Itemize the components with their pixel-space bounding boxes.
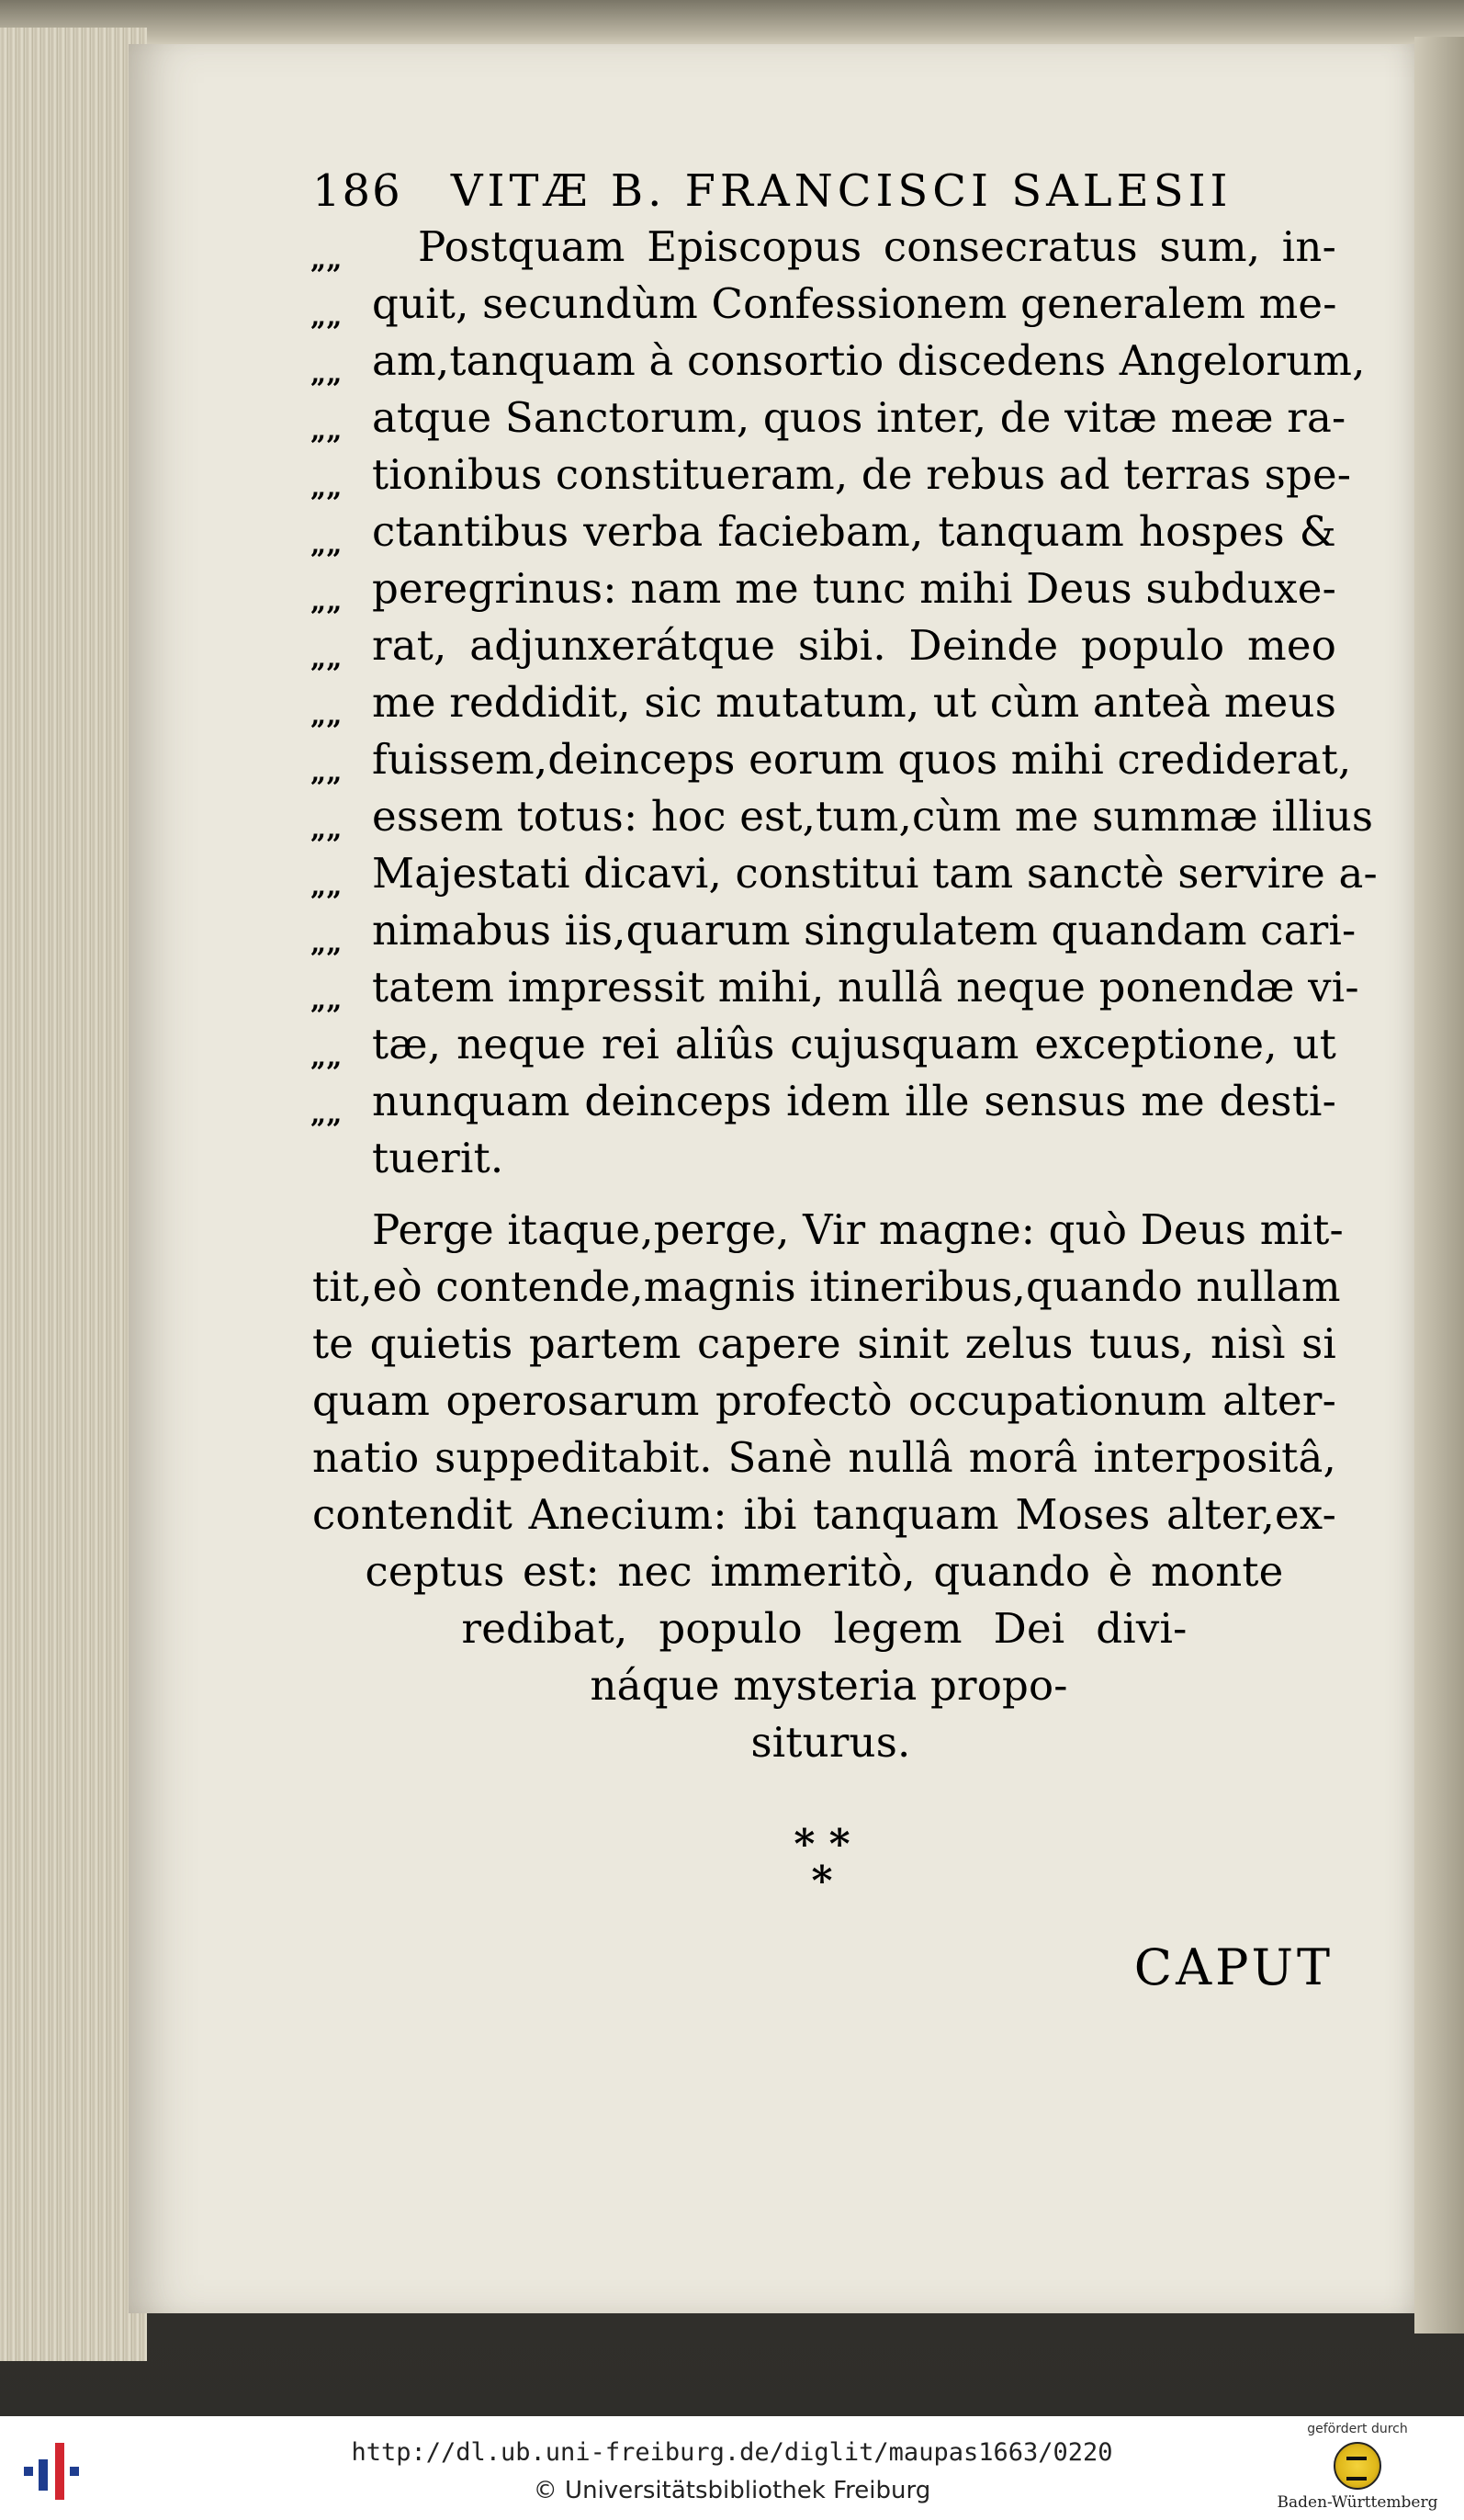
running-title: VITÆ B. FRANCISCI SALESII	[450, 165, 1233, 217]
ornament-bottom: *	[811, 1858, 833, 1904]
paragraph-1	[372, 219, 1378, 1187]
quote-mark: „„	[310, 471, 343, 503]
text-line: tit,eò contende,magnis itineribus,quando nullam	[312, 1262, 1341, 1311]
quote-mark: „„	[310, 414, 343, 446]
quote-mark: „„	[310, 528, 343, 560]
quote-mark: „„	[310, 243, 343, 276]
permalink-url[interactable]: http://dl.ub.uni-freiburg.de/diglit/maupas1663/0220	[351, 2438, 1113, 2467]
quote-mark: „„	[310, 300, 343, 333]
quote-mark: „„	[310, 870, 343, 902]
text-line: tuerit.	[372, 1134, 504, 1182]
quote-mark: „„	[310, 813, 343, 845]
quote-mark: „„	[310, 699, 343, 731]
quote-mark: „„	[310, 984, 343, 1016]
text-line: fuissem,deinceps eorum quos mihi crediderat,	[372, 735, 1352, 784]
text-line: essem totus: hoc est,tum,cùm me summæ illius	[372, 792, 1374, 841]
state-crest-icon	[1334, 2442, 1381, 2490]
text-line: quam operosarum profectò occupationum alter-	[312, 1376, 1336, 1425]
running-head	[312, 165, 1341, 220]
text-line: atque Sanctorum, quos inter, de vitæ meæ ra-	[372, 393, 1346, 442]
page-stack-left	[0, 28, 147, 2361]
text-line: náque mysteria propo-	[590, 1661, 1068, 1710]
text-line: tæ, neque rei aliûs cujusquam exceptione, ut	[372, 1020, 1336, 1068]
catchword: CAPUT	[1133, 1938, 1334, 1996]
viewer-footer	[0, 2416, 1464, 2520]
text-line: am,tanquam à consortio discedens Angelorum,	[372, 336, 1366, 385]
quote-mark: „„	[310, 642, 343, 674]
quote-mark: „„	[310, 1041, 343, 1073]
ornament	[744, 1821, 900, 1904]
text-line: rat, adjunxerátque sibi. Deinde populo meo	[372, 621, 1336, 670]
quote-mark: „„	[310, 756, 343, 788]
text-line: ceptus est: nec immeritò, quando è monte	[365, 1547, 1284, 1596]
quote-mark: „„	[310, 1098, 343, 1130]
text-line: me reddidit, sic mutatum, ut cùm anteà meus	[372, 678, 1336, 727]
text-line: nunquam deinceps idem ille sensus me desti-	[372, 1077, 1336, 1125]
sponsor-label: gefördert durch	[1307, 2422, 1408, 2436]
text-line: peregrinus: nam me tunc mihi Deus subduxe-	[372, 564, 1336, 613]
copyright-text: © Universitätsbibliothek Freiburg	[533, 2477, 931, 2504]
ornament-top: * *	[794, 1821, 850, 1868]
text-line: redibat, populo legem Dei divi-	[461, 1604, 1188, 1653]
quote-mark: „„	[310, 585, 343, 617]
text-line: ctantibus verba faciebam, tanquam hospes &	[372, 507, 1336, 556]
text-line: Majestati dicavi, constitui tam sanctè servire a-	[372, 849, 1378, 898]
text-line: siturus.	[750, 1718, 911, 1767]
text-line: quit, secundùm Confessionem generalem me-	[372, 279, 1337, 328]
sponsor-block	[1266, 2422, 1449, 2517]
page-number: 186	[312, 165, 402, 217]
text-line: tatem impressit mihi, nullâ neque ponendæ vi-	[372, 963, 1359, 1011]
paragraph-2	[312, 1202, 1344, 1771]
sponsor-name: Baden-Württemberg	[1277, 2493, 1438, 2512]
quote-mark: „„	[310, 357, 343, 390]
text-line: natio suppeditabit. Sanè nullâ morâ interpositâ,	[312, 1433, 1336, 1482]
text-line: Postquam Episcopus consecratus sum, in-	[418, 222, 1336, 271]
book-top-edge	[0, 0, 1464, 48]
text-line: contendit Anecium: ibi tanquam Moses alter,ex-	[312, 1490, 1336, 1539]
book-right-edge	[1414, 37, 1464, 2334]
text-line: tionibus constitueram, de rebus ad terras spe-	[372, 450, 1352, 499]
text-line: Perge itaque,perge, Vir magne: quò Deus mit-	[372, 1205, 1344, 1254]
quote-mark: „„	[310, 927, 343, 959]
text-line: nimabus iis,quarum singulatem quandam cari-	[372, 906, 1357, 955]
text-line: te quietis partem capere sinit zelus tuus, nisì si	[312, 1319, 1336, 1368]
